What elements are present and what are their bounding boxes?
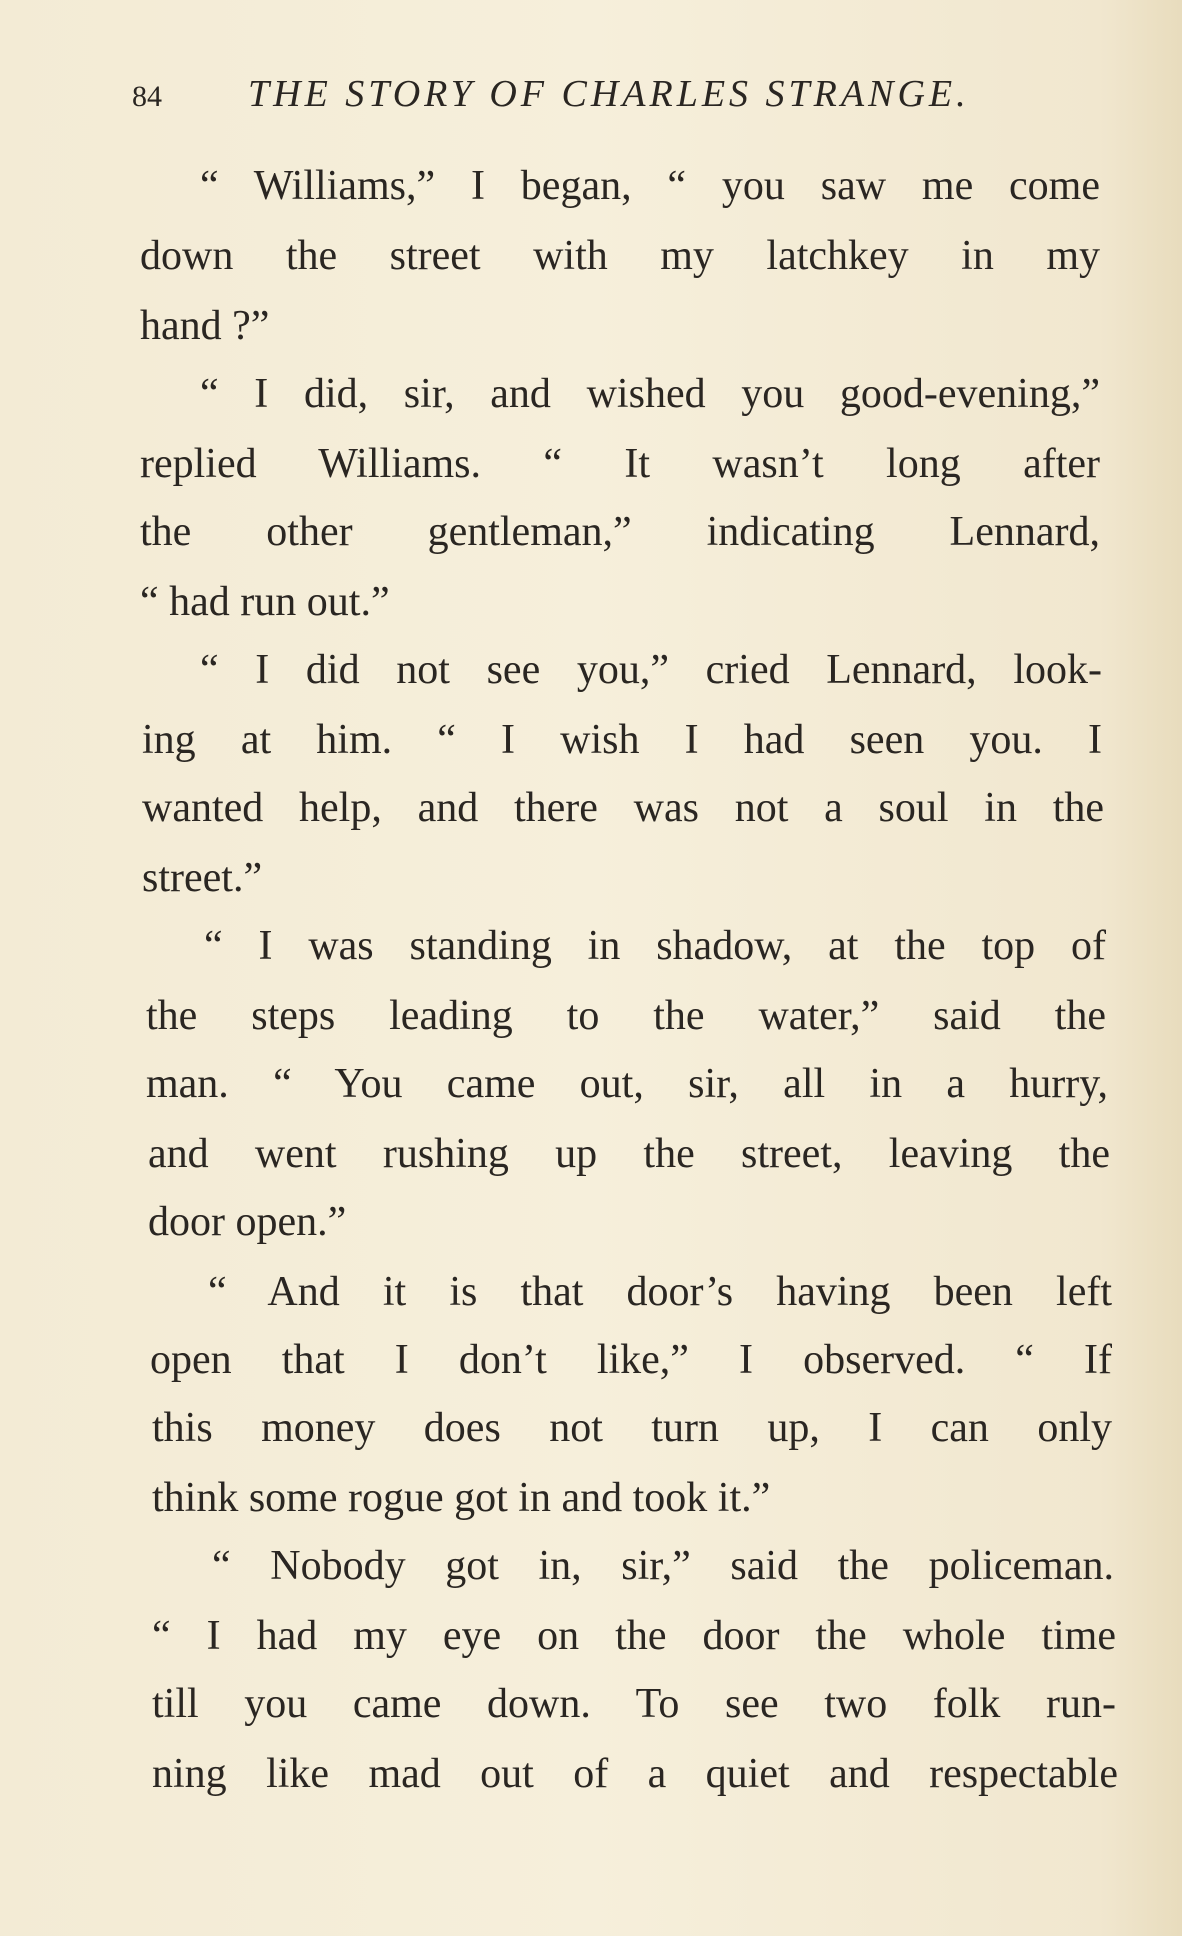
text-line: this money does not turn up, I can only (152, 1405, 1112, 1451)
text-line: think some rogue got in and took it.” (152, 1475, 771, 1521)
page-number: 84 (132, 80, 162, 113)
text-line: ing at him. “ I wish I had seen you. I (142, 717, 1102, 763)
text-line: wanted help, and there was not a soul in the (142, 785, 1104, 831)
text-line: man. “ You came out, sir, all in a hurry, (146, 1061, 1108, 1107)
text-line: and went rushing up the street, leaving the (148, 1131, 1110, 1177)
text-line: ning like mad out of a quiet and respectable (152, 1751, 1118, 1797)
text-line: “ I was standing in shadow, at the top of (204, 923, 1106, 969)
text-line: “ I had my eye on the door the whole time (152, 1613, 1116, 1659)
running-head-title: THE STORY OF CHARLES STRANGE. (248, 73, 970, 115)
text-line: hand ?” (140, 303, 270, 349)
text-line: “ I did not see you,” cried Lennard, look- (200, 647, 1102, 693)
text-line: “ Nobody got in, sir,” said the policeman. (212, 1543, 1114, 1589)
text-line: replied Williams. “ It wasn’t long after (140, 441, 1100, 487)
text-line: “ And it is that door’s having been left (208, 1269, 1112, 1315)
text-line: “ Williams,” I began, “ you saw me come (200, 163, 1100, 209)
text-line: till you came down. To see two folk run- (152, 1681, 1116, 1727)
text-line: “ I did, sir, and wished you good-evening,” (200, 371, 1100, 417)
text-line: open that I don’t like,” I observed. “ If (150, 1337, 1112, 1383)
text-line: “ had run out.” (140, 579, 390, 625)
text-line: street.” (142, 855, 263, 901)
text-line: down the street with my latchkey in my (140, 233, 1100, 279)
text-line: the steps leading to the water,” said the (146, 993, 1106, 1039)
text-line: door open.” (148, 1199, 347, 1245)
text-line: the other gentleman,” indicating Lennard, (140, 509, 1100, 555)
